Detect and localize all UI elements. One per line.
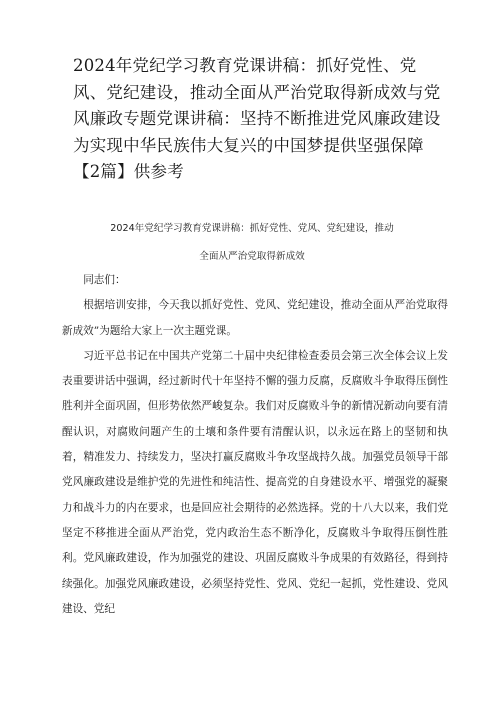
- paragraph-1: 根据培训安排，今天我以抓好党性、党风、党纪建设，推动全面从严治党取得新成效”为题给大家上一次主题党课。: [62, 299, 448, 337]
- section-title-line-1: 2024年党纪学习教育党课讲稿：抓好党性、党风、党纪建设，推动: [110, 223, 394, 234]
- body-text: [62, 268, 448, 622]
- document-title: 2024年党纪学习教育党课讲稿：抓好党性、党风、党纪建设，推动全面从严治党取得新成效与党风廉政专题党课讲稿：坚持不断推进党风廉政建设为实现中华民族伟大复兴的中国梦提供坚强保障【2篇】供参考: [73, 56, 441, 181]
- paragraph-2: 习近平总书记在中国共产党第二十届中央纪律检查委员会第三次全体会议上发表重要讲话中强调，经过新时代十年坚持不懈的强力反腐，反腐败斗争取得压倒性胜利并全面巩固，但形势依然严峻复杂。我们对反腐败斗争的新情况新动向要有清醒认识，对腐败问题产生的土壤和条件要有清醒认识，以永远在路上的坚韧和执着，精准发力、持续发力，坚决打赢反腐败斗争攻坚战持久战。加强党员领导干部党风廉政建设是维护党的先进性和纯洁性、提高党的自身建设水平、增强党的凝聚力和战斗力的内在要求，也是回应社会期待的必然选择。党的十八大以来，我们党坚定不移推进全面从严治党，党内政治生态不断净化，反腐败斗争取得压倒性胜利。党风廉政建设，作为加强党的建设、巩固反腐败斗争成果的有效路径，得到持续强化。加强党风廉政建设，必须坚持党性、党风、党纪一起抓，党性建设、党风建设、党纪: [62, 349, 448, 615]
- section-title-line-2: 全面从严治党取得新成效: [199, 251, 305, 262]
- salutation: 同志们：: [83, 274, 126, 286]
